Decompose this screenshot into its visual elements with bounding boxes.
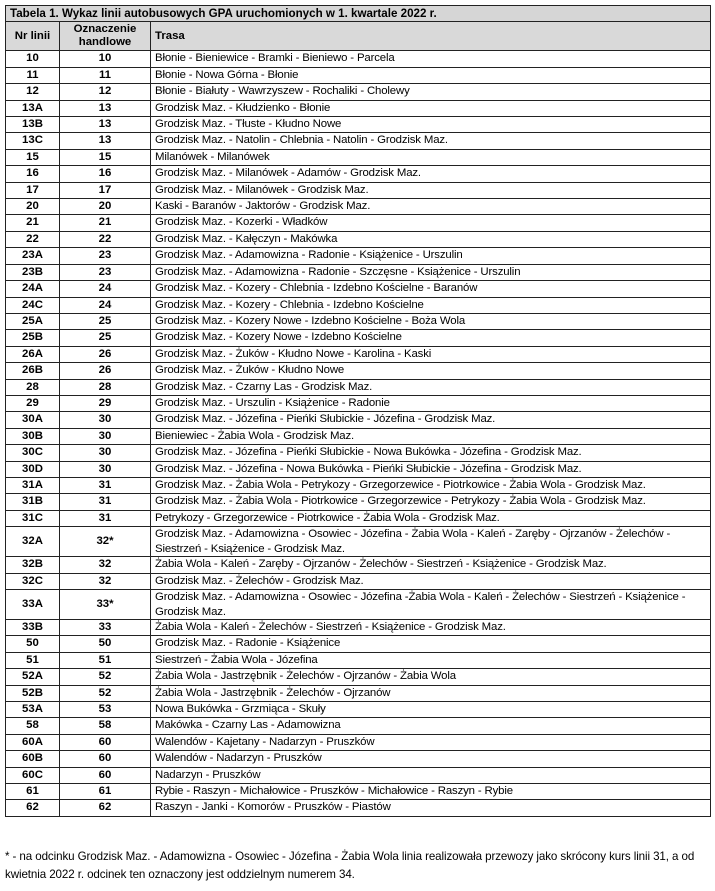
cell-line-number: 23B	[6, 264, 60, 280]
table-row	[6, 182, 711, 198]
cell-line-number: 31C	[6, 510, 60, 526]
table-row	[6, 734, 711, 750]
table-row	[6, 527, 711, 557]
cell-route: Grodzisk Maz. - Józefina - Pieńki Słubickie - Józefina - Grodzisk Maz.	[151, 412, 711, 428]
cell-trade-designation: 24	[60, 281, 151, 297]
table-row	[6, 346, 711, 362]
cell-route: Walendów - Kajetany - Nadarzyn - Pruszków	[151, 734, 711, 750]
cell-trade-designation: 13	[60, 133, 151, 149]
cell-route: Grodzisk Maz. - Adamowizna - Radonie - Książenice - Urszulin	[151, 248, 711, 264]
cell-trade-designation: 60	[60, 767, 151, 783]
cell-trade-designation: 17	[60, 182, 151, 198]
cell-line-number: 26B	[6, 363, 60, 379]
cell-trade-designation: 26	[60, 346, 151, 362]
cell-trade-designation: 52	[60, 685, 151, 701]
cell-trade-designation: 30	[60, 428, 151, 444]
cell-route: Grodzisk Maz. - Czarny Las - Grodzisk Maz.	[151, 379, 711, 395]
cell-line-number: 53A	[6, 702, 60, 718]
cell-line-number: 52A	[6, 669, 60, 685]
cell-route: Nadarzyn - Pruszków	[151, 767, 711, 783]
cell-line-number: 22	[6, 231, 60, 247]
table-row	[6, 751, 711, 767]
cell-trade-designation: 23	[60, 248, 151, 264]
table-row	[6, 461, 711, 477]
table-row	[6, 248, 711, 264]
cell-route: Grodzisk Maz. - Milanówek - Grodzisk Maz.	[151, 182, 711, 198]
table-title: Tabela 1. Wykaz linii autobusowych GPA uruchomionych w 1. kwartale 2022 r.	[6, 6, 711, 22]
cell-trade-designation: 30	[60, 461, 151, 477]
cell-route: Żabia Wola - Kaleń - Zaręby - Ojrzanów - Żelechów - Siestrzeń - Książenice - Grodzisk Maz.	[151, 557, 711, 573]
table-row	[6, 166, 711, 182]
cell-line-number: 62	[6, 800, 60, 816]
cell-trade-designation: 30	[60, 445, 151, 461]
cell-trade-designation: 15	[60, 149, 151, 165]
cell-line-number: 60A	[6, 734, 60, 750]
cell-line-number: 32C	[6, 573, 60, 589]
cell-line-number: 24C	[6, 297, 60, 313]
cell-route: Grodzisk Maz. - Adamowizna - Radonie - Szczęsne - Książenice - Urszulin	[151, 264, 711, 280]
cell-route: Grodzisk Maz. - Tłuste - Kłudno Nowe	[151, 117, 711, 133]
cell-line-number: 30B	[6, 428, 60, 444]
cell-line-number: 33A	[6, 590, 60, 620]
cell-trade-designation: 21	[60, 215, 151, 231]
cell-line-number: 61	[6, 784, 60, 800]
cell-trade-designation: 53	[60, 702, 151, 718]
cell-trade-designation: 13	[60, 117, 151, 133]
cell-trade-designation: 28	[60, 379, 151, 395]
table-row	[6, 281, 711, 297]
cell-route: Żabia Wola - Jastrzębnik - Żelechów - Ojrzanów - Żabia Wola	[151, 669, 711, 685]
cell-route: Petrykozy - Grzegorzewice - Piotrkowice - Żabia Wola - Grodzisk Maz.	[151, 510, 711, 526]
cell-line-number: 25B	[6, 330, 60, 346]
cell-trade-designation: 51	[60, 652, 151, 668]
header-nr: Nr linii	[6, 22, 60, 51]
cell-route: Grodzisk Maz. - Józefina - Pieńki Słubickie - Nowa Bukówka - Józefina - Grodzisk Maz.	[151, 445, 711, 461]
cell-trade-designation: 24	[60, 297, 151, 313]
table-row	[6, 215, 711, 231]
table-row	[6, 379, 711, 395]
table-row	[6, 51, 711, 67]
cell-route: Kaski - Baranów - Jaktorów - Grodzisk Maz.	[151, 199, 711, 215]
cell-trade-designation: 20	[60, 199, 151, 215]
cell-trade-designation: 22	[60, 231, 151, 247]
cell-route: Nowa Bukówka - Grzmiąca - Skuły	[151, 702, 711, 718]
cell-trade-designation: 25	[60, 313, 151, 329]
cell-line-number: 58	[6, 718, 60, 734]
cell-line-number: 52B	[6, 685, 60, 701]
cell-route: Grodzisk Maz. - Kałęczyn - Makówka	[151, 231, 711, 247]
cell-line-number: 29	[6, 395, 60, 411]
table-body	[6, 51, 711, 816]
cell-line-number: 16	[6, 166, 60, 182]
table-row	[6, 428, 711, 444]
cell-route: Błonie - Bieniewice - Bramki - Bieniewo - Parcela	[151, 51, 711, 67]
cell-line-number: 24A	[6, 281, 60, 297]
cell-trade-designation: 30	[60, 412, 151, 428]
cell-line-number: 33B	[6, 620, 60, 636]
cell-line-number: 30A	[6, 412, 60, 428]
cell-line-number: 13A	[6, 100, 60, 116]
cell-trade-designation: 23	[60, 264, 151, 280]
table-row	[6, 412, 711, 428]
cell-line-number: 60B	[6, 751, 60, 767]
cell-route: Grodzisk Maz. - Żelechów - Grodzisk Maz.	[151, 573, 711, 589]
table-row	[6, 264, 711, 280]
cell-route: Grodzisk Maz. - Radonie - Książenice	[151, 636, 711, 652]
cell-route: Grodzisk Maz. - Żuków - Kłudno Nowe - Karolina - Kaski	[151, 346, 711, 362]
cell-line-number: 32B	[6, 557, 60, 573]
cell-trade-designation: 33*	[60, 590, 151, 620]
cell-line-number: 23A	[6, 248, 60, 264]
cell-trade-designation: 10	[60, 51, 151, 67]
table-row	[6, 199, 711, 215]
cell-route: Grodzisk Maz. - Kozery - Chlebnia - Izdebno Kościelne - Baranów	[151, 281, 711, 297]
table-row	[6, 702, 711, 718]
table-row	[6, 767, 711, 783]
table-row	[6, 149, 711, 165]
cell-route: Grodzisk Maz. - Józefina - Nowa Bukówka - Pieńki Słubickie - Józefina - Grodzisk Maz.	[151, 461, 711, 477]
header-oznaczenie: Oznaczenie handlowe	[60, 22, 151, 51]
cell-trade-designation: 13	[60, 100, 151, 116]
cell-line-number: 32A	[6, 527, 60, 557]
cell-route: Błonie - Nowa Górna - Błonie	[151, 67, 711, 83]
cell-line-number: 20	[6, 199, 60, 215]
table-row	[6, 718, 711, 734]
cell-route: Rybie - Raszyn - Michałowice - Pruszków - Michałowice - Raszyn - Rybie	[151, 784, 711, 800]
cell-line-number: 10	[6, 51, 60, 67]
cell-route: Grodzisk Maz. - Żabia Wola - Petrykozy - Grzegorzewice - Piotrkowice - Żabia Wola - Grodzisk Maz.	[151, 477, 711, 493]
cell-trade-designation: 60	[60, 734, 151, 750]
cell-trade-designation: 61	[60, 784, 151, 800]
cell-trade-designation: 25	[60, 330, 151, 346]
cell-line-number: 31B	[6, 494, 60, 510]
cell-line-number: 17	[6, 182, 60, 198]
cell-trade-designation: 62	[60, 800, 151, 816]
cell-trade-designation: 31	[60, 477, 151, 493]
cell-line-number: 26A	[6, 346, 60, 362]
cell-trade-designation: 31	[60, 494, 151, 510]
table-row	[6, 590, 711, 620]
cell-route: Grodzisk Maz. - Adamowizna - Osowiec - Józefina -Żabia Wola - Kaleń - Żelechów - Siestrzeń - Książenice - Grodzisk Maz.	[151, 590, 711, 620]
cell-trade-designation: 32*	[60, 527, 151, 557]
cell-route: Bieniewiec - Żabia Wola - Grodzisk Maz.	[151, 428, 711, 444]
cell-trade-designation: 31	[60, 510, 151, 526]
cell-route: Grodzisk Maz. - Urszulin - Książenice - Radonie	[151, 395, 711, 411]
cell-trade-designation: 29	[60, 395, 151, 411]
cell-line-number: 28	[6, 379, 60, 395]
cell-route: Grodzisk Maz. - Kozerki - Władków	[151, 215, 711, 231]
cell-line-number: 50	[6, 636, 60, 652]
cell-route: Milanówek - Milanówek	[151, 149, 711, 165]
cell-route: Żabia Wola - Kaleń - Żelechów - Siestrzeń - Książenice - Grodzisk Maz.	[151, 620, 711, 636]
cell-route: Grodzisk Maz. - Żuków - Kłudno Nowe	[151, 363, 711, 379]
cell-line-number: 51	[6, 652, 60, 668]
table-row	[6, 477, 711, 493]
table-row	[6, 330, 711, 346]
cell-route: Makówka - Czarny Las - Adamowizna	[151, 718, 711, 734]
cell-route: Grodzisk Maz. - Natolin - Chlebnia - Natolin - Grodzisk Maz.	[151, 133, 711, 149]
cell-line-number: 30C	[6, 445, 60, 461]
cell-trade-designation: 33	[60, 620, 151, 636]
table-row	[6, 297, 711, 313]
cell-route: Grodzisk Maz. - Kozery - Chlebnia - Izdebno Kościelne	[151, 297, 711, 313]
header-trasa: Trasa	[151, 22, 711, 51]
table-header-row	[6, 22, 711, 51]
cell-route: Raszyn - Janki - Komorów - Pruszków - Piastów	[151, 800, 711, 816]
cell-line-number: 11	[6, 67, 60, 83]
cell-route: Grodzisk Maz. - Milanówek - Adamów - Grodzisk Maz.	[151, 166, 711, 182]
table-row	[6, 494, 711, 510]
cell-trade-designation: 52	[60, 669, 151, 685]
cell-trade-designation: 50	[60, 636, 151, 652]
cell-line-number: 13B	[6, 117, 60, 133]
cell-trade-designation: 60	[60, 751, 151, 767]
table-row	[6, 84, 711, 100]
table-row	[6, 445, 711, 461]
cell-line-number: 31A	[6, 477, 60, 493]
cell-line-number: 12	[6, 84, 60, 100]
table-row	[6, 395, 711, 411]
table-row	[6, 557, 711, 573]
cell-line-number: 21	[6, 215, 60, 231]
table-row	[6, 363, 711, 379]
table-row	[6, 636, 711, 652]
cell-route: Grodzisk Maz. - Kozery Nowe - Izdebno Kościelne - Boża Wola	[151, 313, 711, 329]
footnote: * - na odcinku Grodzisk Maz. - Adamowizna - Osowiec - Józefina - Żabia Wola linia realizowała przewozy jako skrócony kurs linii 31, a od kwietnia 2022 r. odcinek ten oznaczony jest oddzielnym numerem 34.	[5, 850, 695, 881]
table-row	[6, 133, 711, 149]
cell-line-number: 25A	[6, 313, 60, 329]
cell-line-number: 30D	[6, 461, 60, 477]
cell-route: Grodzisk Maz. - Kozery Nowe - Izdebno Kościelne	[151, 330, 711, 346]
cell-trade-designation: 32	[60, 557, 151, 573]
cell-route: Grodzisk Maz. - Żabia Wola - Piotrkowice - Grzegorzewice - Petrykozy - Żabia Wola - Grodzisk Maz.	[151, 494, 711, 510]
cell-route: Walendów - Nadarzyn - Pruszków	[151, 751, 711, 767]
cell-route: Grodzisk Maz. - Adamowizna - Osowiec - Józefina - Żabia Wola - Kaleń - Zaręby - Ojrzanów - Żelechów - Siestrzeń - Książenice - Grodzisk Maz.	[151, 527, 711, 557]
table-row	[6, 231, 711, 247]
cell-line-number: 60C	[6, 767, 60, 783]
cell-trade-designation: 26	[60, 363, 151, 379]
table-row	[6, 685, 711, 701]
cell-trade-designation: 12	[60, 84, 151, 100]
bus-lines-table	[5, 5, 711, 817]
cell-route: Żabia Wola - Jastrzębnik - Żelechów - Ojrzanów	[151, 685, 711, 701]
table-row	[6, 620, 711, 636]
cell-line-number: 13C	[6, 133, 60, 149]
table-row	[6, 67, 711, 83]
table-row	[6, 100, 711, 116]
cell-route: Grodzisk Maz. - Kłudzienko - Błonie	[151, 100, 711, 116]
table-row	[6, 573, 711, 589]
table-row	[6, 510, 711, 526]
table-row	[6, 800, 711, 816]
table-row	[6, 669, 711, 685]
cell-trade-designation: 11	[60, 67, 151, 83]
table-row	[6, 784, 711, 800]
cell-line-number: 15	[6, 149, 60, 165]
cell-trade-designation: 16	[60, 166, 151, 182]
cell-route: Błonie - Białuty - Wawrzyszew - Rochaliki - Cholewy	[151, 84, 711, 100]
cell-trade-designation: 32	[60, 573, 151, 589]
cell-trade-designation: 58	[60, 718, 151, 734]
table-row	[6, 117, 711, 133]
table-row	[6, 652, 711, 668]
cell-route: Siestrzeń - Żabia Wola - Józefina	[151, 652, 711, 668]
table-row	[6, 313, 711, 329]
